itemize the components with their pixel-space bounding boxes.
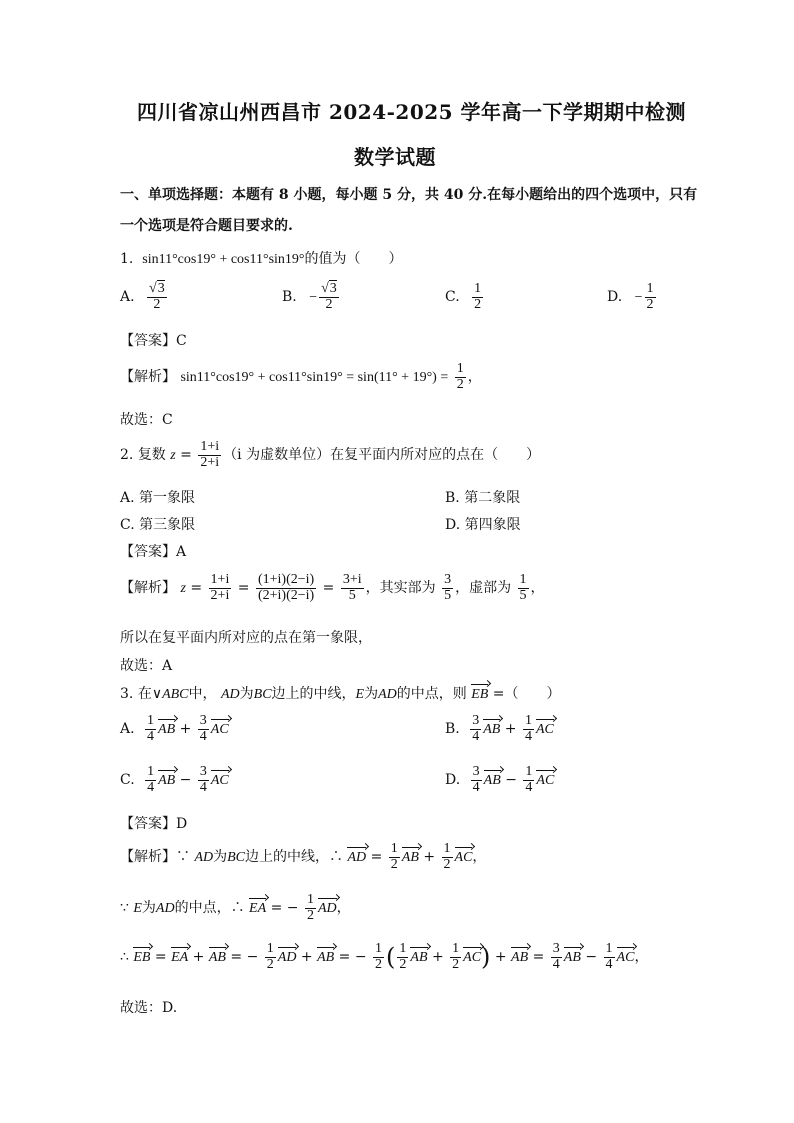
question-stem: 复数: [137, 447, 166, 464]
option-c: C. $\frac{1}{4}$ AB − $\frac{3}{4}$ AC: [120, 764, 229, 795]
analysis-1: 【解析】 sin11°cos19° + cos11°sin19° = sin(11° + 19°) = $\frac{1}{2}$ ，: [120, 361, 482, 392]
section-heading-line2: 一个选项是符合题目要求的.: [120, 218, 293, 234]
analysis-text: 边上的中线，: [245, 849, 330, 866]
question-3: 3. 在∨ABC中， AD为BC边上的中线，E为AD的中点，则 EB =（ ）: [120, 686, 561, 702]
page-title: 四川省凉山州西昌市 2024-2025 学年高一下学期期中检测: [137, 100, 687, 124]
question-number: 1.: [120, 251, 134, 267]
option-c: C. $\frac{1}{2}$: [445, 281, 482, 312]
choose-3: [120, 997, 177, 1017]
analysis-label: 【解析】: [120, 369, 176, 386]
answer-3: [120, 813, 187, 833]
question-stem: （ ）: [504, 686, 561, 702]
option-letter: A.: [120, 721, 135, 738]
option-b: B. 第二象限: [445, 490, 521, 506]
analysis-3-line1: 【解析】∵ AD为BC边上的中线，∴ AD = $\frac{1}{2}$ AB + $\frac{1}{2}$ AC，: [120, 841, 487, 872]
analysis-label: 【解析】: [120, 849, 176, 866]
answer-1: [120, 330, 187, 350]
analysis-text: 为: [213, 849, 228, 866]
choose-label: 故选：: [120, 658, 162, 674]
question-stem: 为: [364, 686, 379, 702]
answer-value: A: [176, 544, 187, 560]
analysis-text: 的中点，: [174, 900, 231, 917]
question-stem: 的中点，则: [396, 686, 467, 702]
answer-2: [120, 541, 186, 561]
option-b: B. − $\frac{√3}{2}$: [282, 281, 337, 312]
question-1: [120, 248, 403, 268]
answer-label: 【答案】: [120, 816, 176, 832]
analysis-2: 【解析】 z = $\frac{1+i}{2+i}$ = $\frac{(1+i)(2-i)}{(2+i)(2-i)}$ = $\frac{3+i}{5}$ ，其实部为 $\frac{3}{5}$ ，虚部为 $\frac{1}{5}$ ，: [120, 572, 545, 603]
answer-value: D: [176, 816, 188, 832]
question-stem: 为: [239, 686, 254, 702]
option-c: C. 第三象限: [120, 517, 196, 533]
section-heading-line1: 一、单项选择题：本题有 8 小题，每小题 5 分，共 40 分.在每小题给出的四个选项中，只有: [120, 187, 698, 203]
answer-value: C: [176, 333, 187, 349]
question-number: 2.: [120, 447, 134, 464]
analysis-text: ，其实部为: [365, 580, 436, 597]
option-d: D. $\frac{3}{4}$ AB − $\frac{1}{4}$ AC: [445, 764, 555, 795]
question-2: 2. 复数 z = $\frac{1+i}{2+i}$ （i 为虚数单位）在复平面内所对应的点在（ ）: [120, 439, 541, 470]
option-letter: B.: [282, 289, 297, 306]
choose-label: 故选：: [120, 412, 162, 428]
option-a: A. 第一象限: [120, 490, 196, 506]
analysis-3-line3: ∴ EB = EA + AB = − $\frac{1}{2}$ AD + AB = − $\frac{1}{2}$ ( $\frac{1}{2}$ AB + $\frac{1}{2}$ AC) + AB = $\frac{3}{4}$ AB − $\frac{1}{4}$ AC，: [120, 941, 649, 972]
choose-value: C: [162, 412, 173, 428]
question-stem: 边上的中线，: [271, 686, 356, 702]
answer-label: 【答案】: [120, 544, 176, 560]
option-d: D. − $\frac{1}{2}$: [607, 281, 654, 312]
answer-label: 【答案】: [120, 333, 176, 349]
question-stem-tail: （i 为虚数单位）在复平面内所对应的点在（ ）: [223, 447, 541, 464]
option-letter: D.: [445, 772, 461, 789]
question-stem: 中，: [188, 686, 217, 702]
choose-1: [120, 409, 173, 429]
option-letter: C.: [120, 772, 135, 789]
choose-value: D.: [162, 1000, 178, 1016]
option-letter: D.: [607, 289, 623, 306]
option-b: B. $\frac{3}{4}$ AB + $\frac{1}{4}$ AC: [445, 713, 554, 744]
question-stem: 在: [137, 686, 152, 702]
option-letter: C.: [445, 289, 460, 306]
analysis-text: 为: [141, 900, 156, 917]
question-number: 3.: [120, 686, 134, 702]
analysis-label: 【解析】: [120, 580, 176, 597]
choose-value: A: [162, 658, 173, 674]
analysis-2-line2: 所以在复平面内所对应的点在第一象限，: [120, 630, 372, 646]
option-a: A. $\frac{√3}{2}$: [120, 281, 165, 312]
analysis-text: ，虚部为: [455, 580, 512, 597]
choose-label: 故选：: [120, 1000, 162, 1016]
option-a: A. $\frac{1}{4}$ AB + $\frac{3}{4}$ AC: [120, 713, 229, 744]
math-expression: sin11°cos19° + cos11°sin19°: [142, 252, 305, 267]
option-d: D. 第四象限: [445, 517, 521, 533]
analysis-3-line2: ∵ E为AD的中点，∴ EA = − $\frac{1}{2}$ AD，: [120, 892, 351, 923]
option-letter: B.: [445, 721, 460, 738]
choose-2: [120, 655, 172, 675]
page-subtitle: 数学试题: [354, 145, 436, 169]
question-stem: 的值为（ ）: [304, 251, 403, 267]
option-letter: A.: [120, 289, 135, 306]
